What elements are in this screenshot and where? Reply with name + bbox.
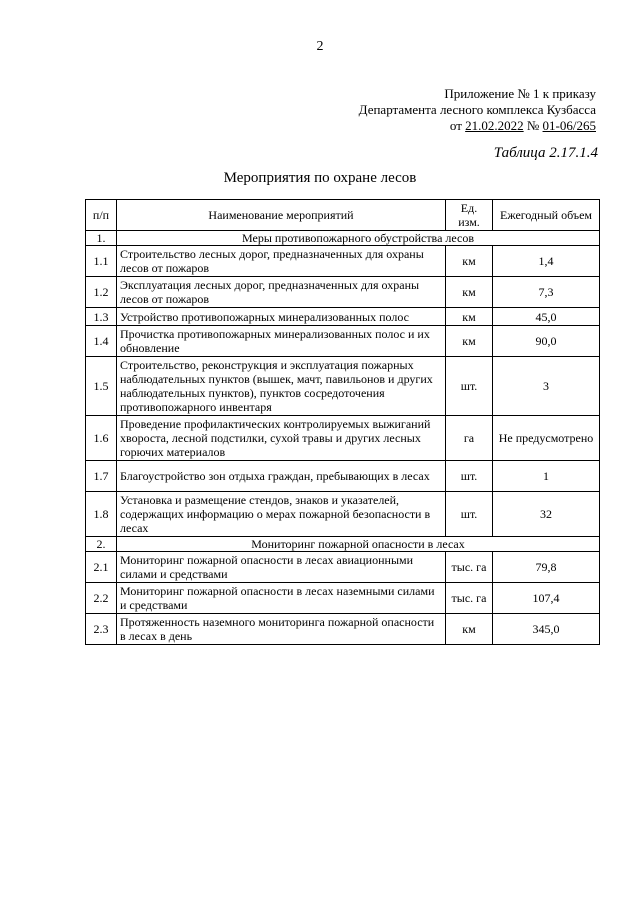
header-volume: Ежегодный объем [493, 200, 600, 231]
row-unit: шт. [446, 357, 493, 416]
row-num: 2.1 [86, 552, 117, 583]
table-row [86, 552, 600, 583]
row-volume: 107,4 [493, 583, 600, 614]
row-num: 1.6 [86, 416, 117, 461]
row-unit: тыс. га [446, 552, 493, 583]
page-number: 2 [316, 39, 324, 54]
row-name: Мониторинг пожарной опасности в лесах наземными силами и средствами [117, 583, 446, 614]
row-num: 1.2 [86, 277, 117, 308]
table-body [86, 231, 600, 645]
row-volume: 1,4 [493, 246, 600, 277]
table-label: Таблица 2.17.1.4 [493, 145, 598, 161]
row-name: Эксплуатация лесных дорог, предназначенных для охраны лесов от пожаров [117, 277, 446, 308]
row-unit: км [446, 277, 493, 308]
row-num: 1.1 [86, 246, 117, 277]
row-volume: 90,0 [493, 326, 600, 357]
row-volume: 45,0 [493, 308, 600, 326]
table-row [86, 461, 600, 492]
row-volume: 1 [493, 461, 600, 492]
row-unit: км [446, 308, 493, 326]
section-num: 2. [86, 537, 117, 552]
row-name: Мониторинг пожарной опасности в лесах авиационными силами и средствами [117, 552, 446, 583]
row-unit: га [446, 416, 493, 461]
row-name: Строительство, реконструкция и эксплуатация пожарных наблюдательных пунктов (вышек, мачт, павильонов и других наблюдательных пунктов), пунктов сосредоточения противопожарного инвентаря [117, 357, 446, 416]
table-row [86, 583, 600, 614]
row-num: 1.8 [86, 492, 117, 537]
row-volume: 32 [493, 492, 600, 537]
order-number: 01-06/265 [542, 118, 596, 133]
row-volume: 7,3 [493, 277, 600, 308]
table-row [86, 308, 600, 326]
row-unit: шт. [446, 461, 493, 492]
row-unit: шт. [446, 492, 493, 537]
number-sign: № [526, 118, 540, 133]
section-title: Меры противопожарного обустройства лесов [117, 231, 600, 246]
date-prefix: от [449, 118, 462, 133]
document-title: Мероприятия по охране лесов [223, 170, 417, 186]
table-row [86, 246, 600, 277]
row-unit: тыс. га [446, 583, 493, 614]
header-name: Наименование мероприятий [117, 200, 446, 231]
row-name: Строительство лесных дорог, предназначенных для охраны лесов от пожаров [117, 246, 446, 277]
row-name: Устройство противопожарных минерализованных полос [117, 308, 446, 326]
appendix-header [359, 86, 596, 134]
row-name: Проведение профилактических контролируемых выжиганий хвороста, лесной подстилки, сухой травы и других лесных горючих материалов [117, 416, 446, 461]
table-row [86, 277, 600, 308]
table-row [86, 492, 600, 537]
header-unit: Ед. изм. [446, 200, 493, 231]
section-row [86, 231, 600, 246]
row-volume: 79,8 [493, 552, 600, 583]
row-volume: 3 [493, 357, 600, 416]
section-row [86, 537, 600, 552]
table-row [86, 357, 600, 416]
header-num: п/п [86, 200, 117, 231]
row-num: 1.7 [86, 461, 117, 492]
row-name: Благоустройство зон отдыха граждан, пребывающих в лесах [117, 461, 446, 492]
row-name: Протяженность наземного мониторинга пожарной опасности в лесах в день [117, 614, 446, 645]
measures-table [85, 199, 600, 645]
table-row [86, 326, 600, 357]
row-num: 1.4 [86, 326, 117, 357]
row-unit: км [446, 246, 493, 277]
section-title: Мониторинг пожарной опасности в лесах [117, 537, 600, 552]
row-num: 1.3 [86, 308, 117, 326]
table-row [86, 416, 600, 461]
row-volume: Не предусмотрено [493, 416, 600, 461]
table-row [86, 614, 600, 645]
appendix-line-1: Приложение № 1 к приказу [444, 86, 596, 101]
table-header-row [86, 200, 600, 231]
row-num: 2.2 [86, 583, 117, 614]
row-volume: 345,0 [493, 614, 600, 645]
row-unit: км [446, 326, 493, 357]
section-num: 1. [86, 231, 117, 246]
appendix-line-2: Департамента лесного комплекса Кузбасса [358, 102, 596, 117]
appendix-date-line [359, 118, 596, 134]
row-name: Установка и размещение стендов, знаков и указателей, содержащих информацию о мерах пожарной безопасности в лесах [117, 492, 446, 537]
row-unit: км [446, 614, 493, 645]
order-date: 21.02.2022 [465, 118, 524, 133]
row-num: 2.3 [86, 614, 117, 645]
row-num: 1.5 [86, 357, 117, 416]
row-name: Прочистка противопожарных минерализованных полос и их обновление [117, 326, 446, 357]
